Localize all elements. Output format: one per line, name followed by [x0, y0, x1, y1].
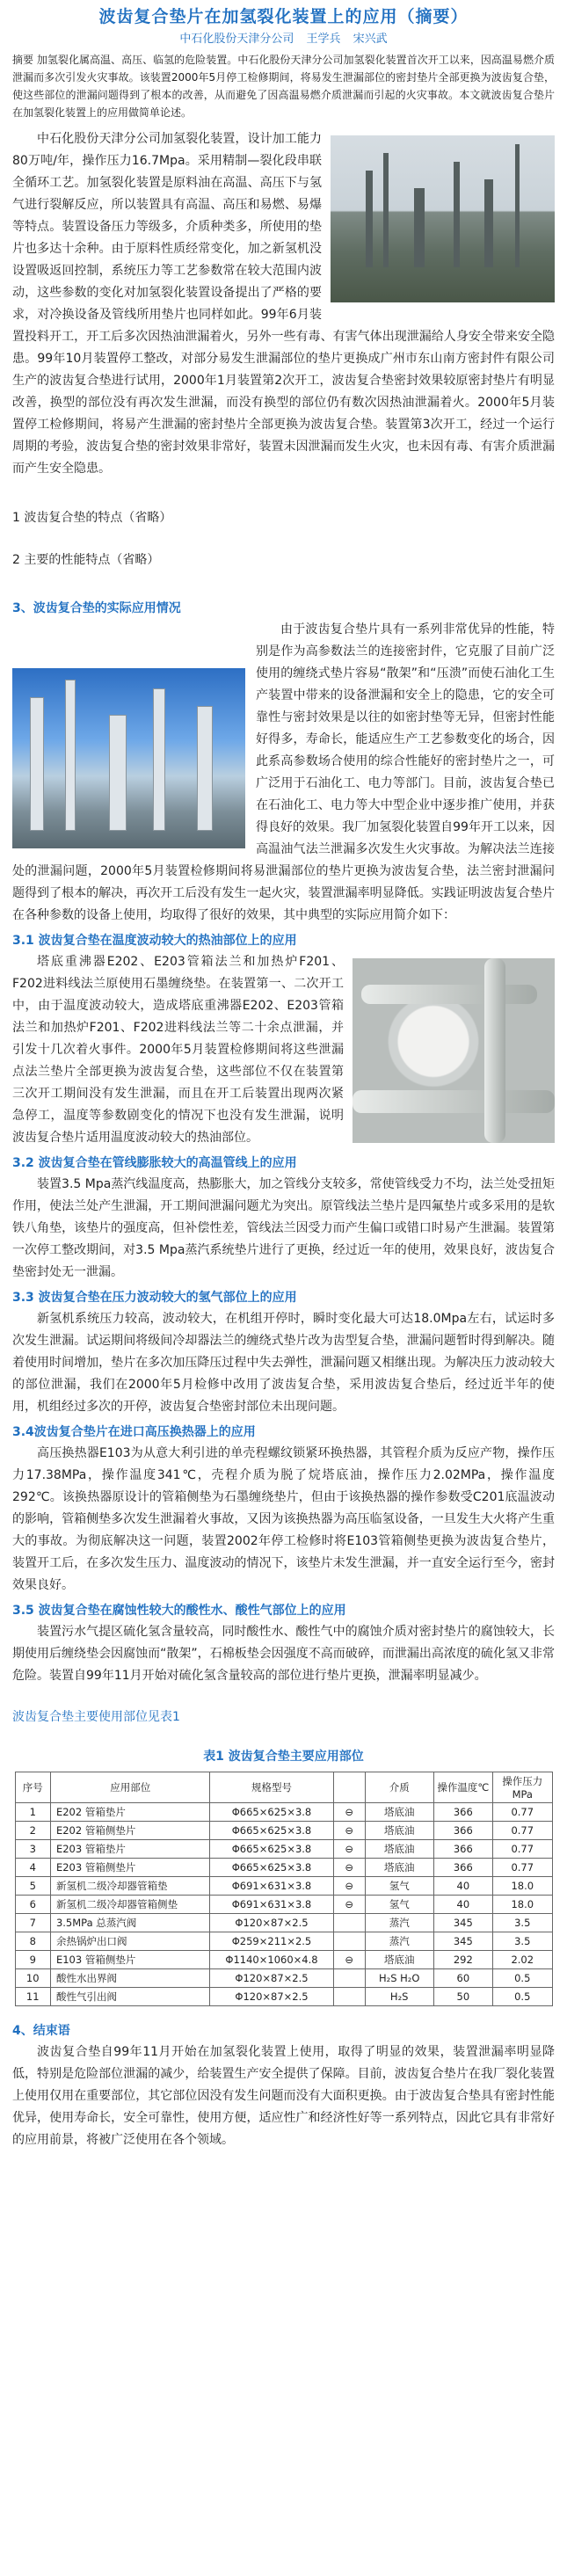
table-cell [333, 1914, 365, 1932]
table-cell: 8 [15, 1932, 50, 1951]
table-cell: 366 [433, 1822, 492, 1840]
table-cell: ⊖ [333, 1840, 365, 1859]
section-3-heading: 3、波齿复合垫的实际应用情况 [12, 601, 181, 615]
table-row [15, 1988, 552, 2006]
section-3-5-heading: 3.5 波齿复合垫在腐蚀性较大的酸性水、酸性气部位上的应用 [12, 1604, 346, 1618]
table-cell: H₂S [365, 1988, 433, 2006]
section-3-3-heading: 3.3 波齿复合垫在压力波动较大的氢气部位上的应用 [12, 1291, 297, 1305]
header-cell: 应用部位 [50, 1772, 210, 1803]
table-cell: 0.77 [493, 1822, 552, 1840]
section-3-4-heading: 3.4波齿复合垫片在进口高压换热器上的应用 [12, 1425, 256, 1439]
table-cell: 18.0 [493, 1896, 552, 1914]
table-row [15, 1951, 552, 1969]
table-cell: 4 [15, 1859, 50, 1877]
table-row [15, 1859, 552, 1877]
table-cell: 40 [433, 1877, 492, 1896]
table-cell: 1 [15, 1803, 50, 1822]
section-3-1-paragraph: 塔底重沸器E202、E203管箱法兰和加热炉F201、F202进料线法兰原使用石墨缠绕垫。在装置第一、二次开工中，由于温度波动较大，造成塔底重沸器E202、E203管箱法兰和加热炉F201、F202进料线法兰等二十余点泄漏，并引发十几次着火事件。2000年5月装置检修期间将这些泄漏点法兰垫片全部更换为波齿复合垫，这些部位不仅在装置第三次开工期间没有发生泄漏，而且在开工后装置出现两次紧急停工，温度等参数剧变化的情况下也没有发生泄漏，说明波齿复合垫片适用温度波动较大的热油部位。 [12, 955, 344, 1145]
table-cell: 0.5 [493, 1988, 552, 2006]
table-cell: 塔底油 [365, 1822, 433, 1840]
table-cell: 11 [15, 1988, 50, 2006]
table-cell: Φ665×625×3.8 [210, 1840, 333, 1859]
table-cell: E203 管箱侧垫片 [50, 1859, 210, 1877]
table-cell: 酸性水出界阀 [50, 1969, 210, 1988]
table-row [15, 1822, 552, 1840]
table-cell: E202 管箱侧垫片 [50, 1822, 210, 1840]
table-intro: 波齿复合垫主要使用部位见表1 [12, 1710, 180, 1724]
table-cell: Φ1140×1060×4.8 [210, 1951, 333, 1969]
conclusion-heading: 4、结束语 [12, 2024, 70, 2038]
table-cell: 0.77 [493, 1803, 552, 1822]
table-caption: 表1 波齿复合垫主要应用部位 [203, 1750, 364, 1764]
table-cell: 292 [433, 1951, 492, 1969]
table-row [15, 1877, 552, 1896]
table-cell: 40 [433, 1896, 492, 1914]
table-cell: Φ120×87×2.5 [210, 1914, 333, 1932]
table-row [15, 1803, 552, 1822]
pipes-photo [353, 958, 555, 1143]
table-cell: 2 [15, 1822, 50, 1840]
table-cell: 345 [433, 1932, 492, 1951]
header-cell: 规格型号 [210, 1772, 333, 1803]
header-cell [333, 1772, 365, 1803]
article [0, 4, 567, 2151]
table-cell: 氢气 [365, 1896, 433, 1914]
section-3-2-paragraph: 装置3.5 Mpa蒸汽线温度高，热膨胀大，加之管线分支较多，常使管线受力不均，法兰处受扭矩作用，使法兰处产生泄漏，开工期间泄漏问题尤为突出。原管线法兰垫片是四氟垫片或多采用的是软铁八角垫，该垫片的强度高，但补偿性差，管线法兰因受力而产生偏口或错口时易产生泄漏。装置第一次停工整改期间，对3.5 Mpa蒸汽系统垫片进行了更换，经过近一年的使用，效果良好，波齿复合垫密封处无一泄漏。 [12, 1177, 555, 1279]
section-3-3-paragraph: 新氢机系统压力较高，波动较大，在机组开停时，瞬时变化最大可达18.0Mpa左右，试运时多次发生泄漏。试运期间将级间冷却器法兰的缠绕式垫片改为齿型复合垫，泄漏问题暂时得到解决。随着使用时间增加，垫片在多次加压降压过程中失去弹性，泄漏问题又相继出现。为解决压力波动较大的部位泄漏，我们在2000年5月检修中改用了波齿复合垫，采用波齿复合垫后，经过近半年的使用，机组经过多次的开停，波齿复合垫密封部位未出现问题。 [12, 1312, 555, 1414]
table-cell: 50 [433, 1988, 492, 2006]
plant-towers-photo [12, 668, 245, 848]
refinery-photo [331, 135, 555, 302]
table-cell: 366 [433, 1803, 492, 1822]
intro-paragraph: 中石化股份天津分公司加氢裂化装置，设计加工能力80万吨/年，操作压力16.7Mpa。采用精制—裂化段串联全循环工艺。加氢裂化装置是原料油在高温、高压下与氢气进行裂解反应，所以装置具有高温、高压和易燃、易爆等特点。装置设备压力等级多，介质种类多，所使用的垫片也多达十余种。由于原料性质经常变化，加之新氢机没设置吸返回控制，系统压力等工艺参数常在较大范围内波动，这些参数的变化对加氢裂化装置设备提出了严格的要求，对冷换设备及管线所用垫片也同样如此。99年6月装置投料开工，开工后多次因热油泄漏着火，另外一些有毒、有害气体出现泄漏给人身安全带来安全隐患。99年10月装置停工整改，对部分易发生泄漏部位的垫片更换成广州市东山南方密封件有限公司生产的波齿复合垫进行试用，2000年1月装置第2次开工，波齿复合垫密封效果较原密封垫片有明显改善，换型的部位没有再次发生泄漏，而没有换型的部位仍有数次因热油泄漏着火。2000年5月装置停工检修期间，将易产生泄漏的密封垫片全部更换为波齿复合垫。装置第3次开工，经过一个运行周期的考验，波齿复合垫的密封效果非常好，装置未因泄漏而发生火灾，也未因有毒、有害介质泄漏而产生安全隐患。 [12, 132, 555, 476]
table-cell: 酸性气引出阀 [50, 1988, 210, 2006]
table-cell: 0.5 [493, 1969, 552, 1988]
table-cell: ⊖ [333, 1877, 365, 1896]
table-cell: ⊖ [333, 1803, 365, 1822]
table-cell: 塔底油 [365, 1803, 433, 1822]
article-title: 波齿复合垫片在加氢裂化装置上的应用（摘要） [98, 7, 469, 26]
table-cell: 7 [15, 1914, 50, 1932]
table-cell: 18.0 [493, 1877, 552, 1896]
table-cell: Φ259×211×2.5 [210, 1932, 333, 1951]
table-row [15, 1840, 552, 1859]
table-cell [333, 1988, 365, 2006]
table-cell: 新氢机二级冷却器管箱侧垫 [50, 1896, 210, 1914]
table-cell [333, 1969, 365, 1988]
table-cell: 2.02 [493, 1951, 552, 1969]
table-cell: H₂S H₂O [365, 1969, 433, 1988]
table-cell: 10 [15, 1969, 50, 1988]
header-cell: 介质 [365, 1772, 433, 1803]
table-cell: 蒸汽 [365, 1914, 433, 1932]
table-row [15, 1896, 552, 1914]
table-cell: 塔底油 [365, 1859, 433, 1877]
table-cell: 3.5MPa 总蒸汽阀 [50, 1914, 210, 1932]
table-cell: Φ665×625×3.8 [210, 1803, 333, 1822]
table-header-row [15, 1772, 552, 1803]
table-cell: 蒸汽 [365, 1932, 433, 1951]
header-cell: 操作压力MPa [493, 1772, 552, 1803]
table-cell: E202 管箱垫片 [50, 1803, 210, 1822]
table-cell: Φ665×625×3.8 [210, 1822, 333, 1840]
table-cell: Φ691×631×3.8 [210, 1877, 333, 1896]
table-cell: 3.5 [493, 1932, 552, 1951]
section-2-heading: 2 主要的性能特点（省略） [12, 553, 160, 567]
table-cell: 3 [15, 1840, 50, 1859]
table-row [15, 1969, 552, 1988]
table-cell: 0.77 [493, 1859, 552, 1877]
section-3-4-paragraph: 高压换热器E103为从意大利引进的单壳程螺纹锁紧环换热器，其管程介质为反应产物，操作压力17.38MPa，操作温度341℃，壳程介质为脱了烷塔底油，操作压力2.02MPa，操作温度292℃。该换热器原设计的管箱侧垫为石墨缠绕垫片，但由于该换热器的操作参数受C201底温波动的影响，管箱侧垫多次发生泄漏着火事故，又因为该换热器为高压临氢设备，一旦发生大火将产生重大的事故。为彻底解决这一问题，装置2002年停工检修时将E103管箱侧垫更换为波齿复合垫片，装置开工后，在多次发生压力、温度波动的情况下，该垫片未发生泄漏，并一直安全运行至今，密封效果良好。 [12, 1446, 555, 1592]
table-cell [333, 1932, 365, 1951]
table-cell: ⊖ [333, 1951, 365, 1969]
table-cell: 366 [433, 1840, 492, 1859]
table-cell: 氢气 [365, 1877, 433, 1896]
table-cell: Φ665×625×3.8 [210, 1859, 333, 1877]
section-3-1-heading: 3.1 波齿复合垫在温度波动较大的热油部位上的应用 [12, 934, 297, 948]
table-cell: E203 管箱垫片 [50, 1840, 210, 1859]
table-row [15, 1914, 552, 1932]
section-3-paragraph: 由于波齿复合垫片具有一系列非常优异的性能，特别是作为高参数法兰的连接密封件，它克服了目前广泛使用的缠绕式垫片容易“散架”和“压溃”而使石油化工生产装置中带来的设备泄漏和安全上的隐患，它的安全可靠性与密封效果是以往的如密封垫等无异，但密封性能好得多，寿命长，能适应生产工艺参数变化的场合，因此系高参数场合使用的综合性能好的密封垫片之一，可广泛用于石油化工、电力等部门。目前，波齿复合垫已在石油化工、电力等大中型企业中逐步推广使用，并获得良好的效果。我厂加氢裂化装置自99年开工以来，因高温油气法兰泄漏多次发生火灾事故。为解决法兰连接处的泄漏问题，2000年5月装置检修期间将易泄漏部位的垫片更换为波齿复合垫，法兰密封泄漏问题得到了根本的解决，再次开工后没有发生一起火灾，装置泄漏率明显降低。实践证明波齿复合垫片在各种参数的设备上使用，均取得了很好的效果，其中典型的实际应用简介如下： [12, 622, 555, 922]
table-cell: 新氢机二级冷却器管箱垫 [50, 1877, 210, 1896]
header-cell: 序号 [15, 1772, 50, 1803]
gasket-table [15, 1772, 553, 2006]
abstract: 摘要 加氢裂化属高温、高压、临氢的危险装置。中石化股份天津分公司加氢裂化装置首次开工以来，因高温易燃介质泄漏而多次引发火灾事故。该装置2000年5月停工检修期间，将易发生泄漏部位的密封垫片全部更换为波齿复合垫，使这些部位的泄漏问题得到了根本的改善，从而避免了因高温易燃介质泄漏而引起的火灾事故。本文就波齿复合垫片在加氢裂化装置上的应用做简单论述。 [12, 54, 555, 119]
table-cell: 9 [15, 1951, 50, 1969]
table-cell: E103 管箱侧垫片 [50, 1951, 210, 1969]
table-cell: ⊖ [333, 1896, 365, 1914]
header-cell: 操作温度℃ [433, 1772, 492, 1803]
table-cell: 0.77 [493, 1840, 552, 1859]
table-cell: 塔底油 [365, 1840, 433, 1859]
article-authors: 中石化股份天津分公司 王学兵 宋兴武 [179, 33, 388, 46]
table-cell: 余热锅炉出口阀 [50, 1932, 210, 1951]
section-1-heading: 1 波齿复合垫的特点（省略） [12, 511, 172, 525]
table-cell: Φ691×631×3.8 [210, 1896, 333, 1914]
table-cell: 345 [433, 1914, 492, 1932]
table-cell: ⊖ [333, 1822, 365, 1840]
table-cell: Φ120×87×2.5 [210, 1988, 333, 2006]
table-body [15, 1803, 552, 2006]
section-3-2-heading: 3.2 波齿复合垫在管线膨胀较大的高温管线上的应用 [12, 1156, 297, 1170]
table-cell: 60 [433, 1969, 492, 1988]
table-cell: 5 [15, 1877, 50, 1896]
table-cell: ⊖ [333, 1859, 365, 1877]
table-row [15, 1932, 552, 1951]
table-cell: Φ120×87×2.5 [210, 1969, 333, 1988]
table-cell: 366 [433, 1859, 492, 1877]
table-cell: 塔底油 [365, 1951, 433, 1969]
table-cell: 3.5 [493, 1914, 552, 1932]
conclusion-paragraph: 波齿复合垫自99年11月开始在加氢裂化装置上使用，取得了明显的效果，装置泄漏率明显降低，特别是危险部位泄漏的减少，给装置生产安全提供了保障。目前，波齿复合垫片在我厂裂化装置上使用仅用在重要部位，其它部位因没有发生问题而没有大面积更换。由于波齿复合垫具有密封性能优异，使用寿命长，安全可靠性，使用方便，适应性广和经济性好等一系列特点，因此它具有非常好的应用前景，将被广泛使用在各个领域。 [12, 2045, 555, 2147]
section-3-5-paragraph: 装置污水气提区硫化氢含量较高，同时酸性水、酸性气中的腐蚀介质对密封垫片的腐蚀较大，长期使用后缠绕垫会因腐蚀而“散架”，石棉板垫会因强度不高而破碎，而泄漏出高浓度的硫化氢又非常危险。装置自99年11月开始对硫化氢含量较高的部位进行垫片更换，泄漏率明显减少。 [12, 1625, 555, 1683]
table-cell: 6 [15, 1896, 50, 1914]
